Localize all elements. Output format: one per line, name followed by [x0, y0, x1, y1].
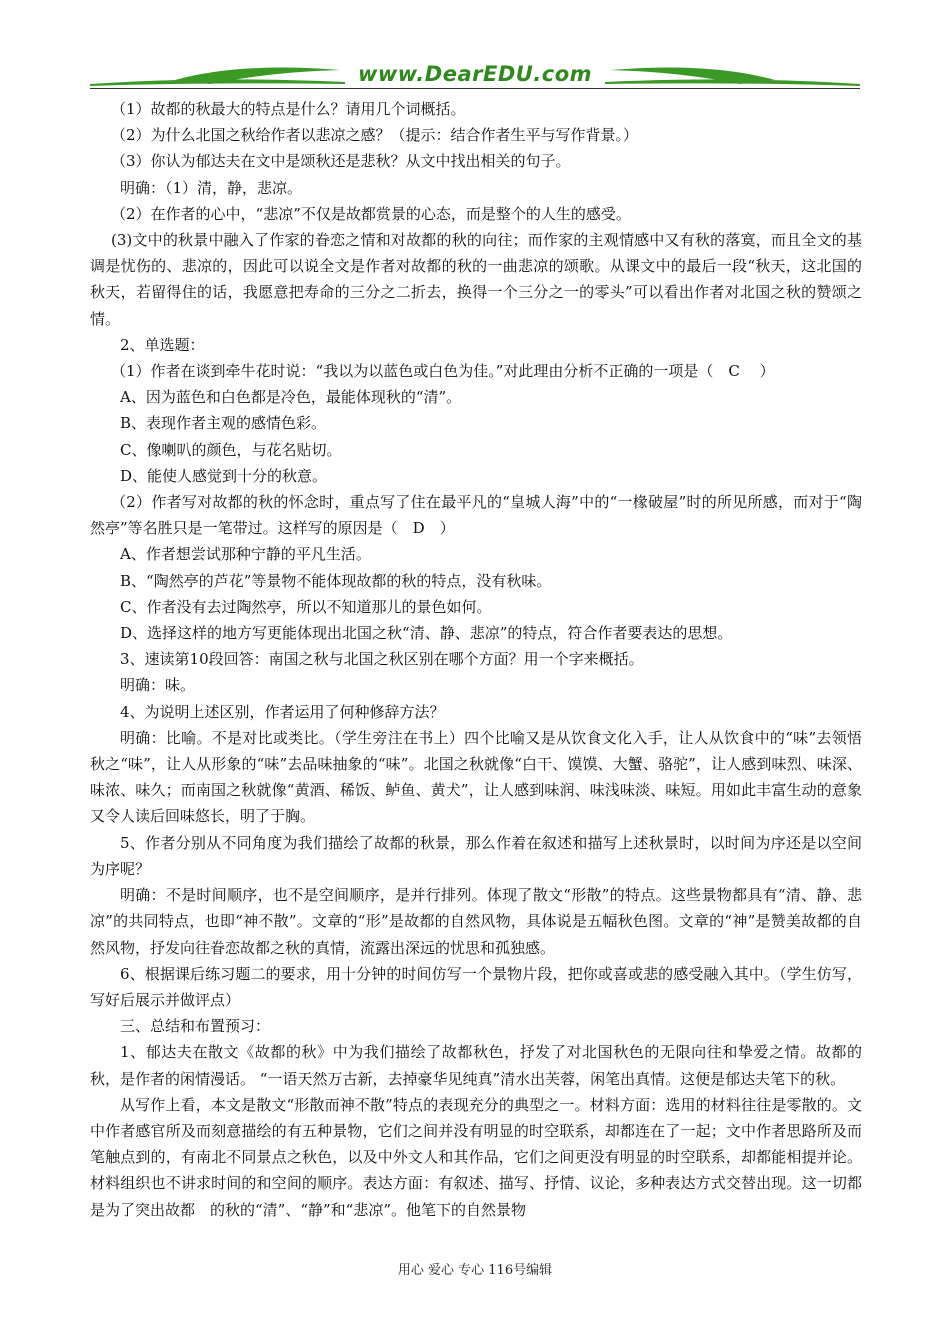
paragraph: B、“陶然亭的芦花”等景物不能体现故都的秋的特点，没有秋味。	[120, 571, 552, 590]
paragraph: (3)文中的秋景中融入了作家的眷恋之情和对故都的秋的向往；而作家的主观情感中又有秋的落寞，而且全文的基调是忧伤的、悲凉的，因此可以说全文是作者对故都的秋的一曲悲凉的颂歌。从课文中的最后一段“秋天，这北国的秋天，若留得住的话，我愿意把寿命的三分之二折去，换得一个三分之一的零头”可以看出作者对北国之秋的赞颂之情。	[90, 231, 862, 328]
paragraph: （2）为什么北国之秋给作者以悲凉之感？（提示：结合作者生平与写作背景。）	[111, 126, 639, 145]
paragraph: 从写作上看，本文是散文“形散而神不散”特点的表现充分的典型之一。材料方面：选用的材料往往是零散的。文中作者感官所及而刻意描绘的有五种景物，它们之间并没有明显的时空联系，却都连在了一起；文中作者思路所及而笔触点到的，有南北不同景点之秋色，以及中外文人和其作品，它们之间更没有明显的时空联系，却都能相提并论。材料组织也不讲求时间的和空间的顺序。表达方面：有叙述、描写、抒情、议论，多种表达方式交替出现。这一切都是为了突出故都 的秋的“清”、“静”和“悲凉”。他笔下的自然景物	[90, 1095, 862, 1219]
paragraph: 1、郁达夫在散文《故都的秋》中为我们描绘了故都秋色，抒发了对北国秋色的无限向往和挚爱之情。故都的秋，是作者的闲情漫话。 “一语天然万古新，去掉豪华见纯真”清水出芙蓉，闲笔出真情。这便是郁达夫笔下的秋。	[90, 1043, 862, 1088]
paragraph: A、作者想尝试那种宁静的平凡生活。	[120, 545, 371, 564]
paragraph: D、能使人感觉到十分的秋意。	[120, 466, 328, 485]
page-footer: 用心 爱心 专心 116号编辑	[397, 1263, 553, 1278]
paragraph: D、选择这样的地方写更能体现出北国之秋“清、静、悲凉”的特点，符合作者要表达的思想。	[120, 624, 733, 643]
paragraph: 2、单选题：	[120, 335, 205, 354]
paragraph: 3、速读第10段回答：南国之秋与北国之秋区别在哪个方面？用一个字来概括。	[120, 650, 644, 669]
paragraph: （2）作者写对故都的秋的怀念时，重点写了住在最平凡的“皇城人海”中的“一椽破屋”时的所见所感，而对于“陶然亭”等名胜只是一笔带过。这样写的原因是（ D ）	[90, 493, 862, 538]
paragraph: （1）故都的秋最大的特点是什么？请用几个词概括。	[111, 100, 466, 118]
paragraph: 明确：味。	[120, 676, 196, 695]
paragraph: A、因为蓝色和白色都是冷色，最能体现秋的“清”。	[120, 388, 462, 407]
site-header	[90, 58, 860, 92]
paragraph: （3）你认为郁达夫在文中是颂秋还是悲秋？从文中找出相关的句子。	[111, 152, 571, 171]
site-logo: www.DearEDU.com	[357, 62, 593, 86]
paragraph: （1）作者在谈到牵牛花时说：“我以为以蓝色或白色为佳。”对此理由分析不正确的一项是（ C ）	[111, 362, 775, 381]
paragraph: 明确：比喻。不是对比或类比。（学生旁注在书上）四个比喻又是从饮食文化入手，让人从饮食中的“味”去领悟秋之“味”，让人从形象的“味”去品味抽象的“味”。北国之秋就像“白干、馍馍、大蟹、骆驼”，让人感到味烈、味深、味浓、味久；而南国之秋就像“黄酒、稀饭、鲈鱼、黄犬”，让人感到味润、味浅味淡、味短。用如此丰富生动的意象又令人读后回味悠长，明了于胸。	[90, 728, 862, 826]
paragraph: 6、根据课后练习题二的要求，用十分钟的时间仿写一个景物片段，把你或喜或悲的感受融入其中。（学生仿写，写好后展示并做评点）	[90, 964, 862, 1009]
paragraph: （2）在作者的心中，“悲凉”不仅是故都赏景的心态，而是整个的人生的感受。	[111, 204, 631, 223]
paragraph: 明确：不是时间顺序，也不是空间顺序，是并行排列。体现了散文“形散”的特点。这些景物都具有“清、静、悲凉”的共同特点，也即“神不散”。文章的“形”是故都的自然风物，具体说是五幅秋色图。文章的“神”是赞美故都的自然风物，抒发向往眷恋故都之秋的真情，流露出深远的忧思和孤独感。	[90, 886, 862, 957]
header-divider	[90, 88, 860, 89]
paragraph: C、像喇叭的颜色，与花名贴切。	[120, 440, 342, 459]
document-body	[90, 96, 862, 1223]
paragraph: 三、总结和布置预习：	[120, 1017, 271, 1036]
paragraph: B、表现作者主观的感情色彩。	[120, 414, 327, 433]
paragraph: 4、为说明上述区别，作者运用了何种修辞方法？	[120, 702, 445, 721]
paragraph: 明确：（1）清，静，悲凉。	[120, 178, 303, 197]
paragraph: C、作者没有去过陶然亭，所以不知道那儿的景色如何。	[120, 597, 492, 616]
paragraph: 5、作者分别从不同角度为我们描绘了故都的秋景，那么作着在叙述和描写上述秋景时，以时间为序还是以空间为序呢？	[90, 833, 862, 878]
